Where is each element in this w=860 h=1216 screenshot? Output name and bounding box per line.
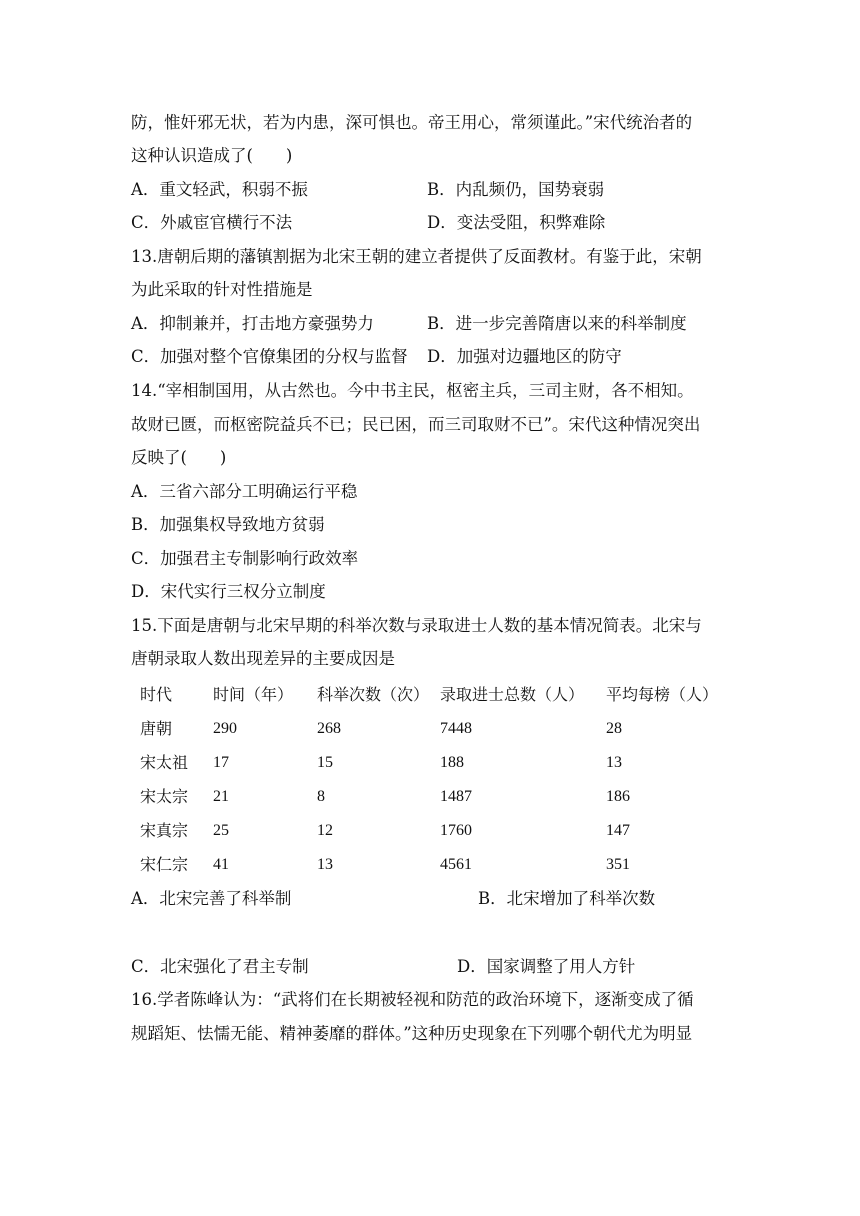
q14-option-d: D．宋代实行三权分立制度	[131, 582, 326, 601]
table-cell-years: 41	[213, 856, 229, 873]
table-cell-years: 25	[213, 822, 229, 839]
table-cell-average: 186	[606, 788, 630, 805]
table-cell-exams: 268	[317, 720, 341, 737]
q14-option-b: B．加强集权导致地方贫弱	[131, 515, 325, 534]
table-header-years: 时间（年）	[213, 685, 294, 704]
table-cell-era: 宋太宗	[140, 787, 189, 806]
table-cell-years: 21	[213, 788, 229, 805]
table-cell-average: 28	[606, 720, 622, 737]
q12-option-c: C．外戚宦官横行不法	[131, 213, 293, 232]
table-header-era: 时代	[140, 685, 173, 704]
q13-option-a: A．抑制兼并，打击地方豪强势力	[131, 314, 374, 333]
q14-stem-line-2: 故财已匮，而枢密院益兵不已；民已困，而三司取财不已”。宋代这种情况突出	[131, 415, 701, 434]
table-cell-era: 宋太祖	[140, 753, 189, 772]
q15-option-d: D．国家调整了用人方针	[457, 957, 636, 976]
q13-stem-line-2: 为此采取的针对性措施是	[131, 280, 313, 299]
table-cell-total: 1760	[440, 822, 472, 839]
q12-option-b: B．内乱频仍，国势衰弱	[427, 180, 605, 199]
q13-option-d: D．加强对边疆地区的防守	[427, 347, 622, 366]
q16-stem-line-1: 16.学者陈峰认为：“武将们在长期被轻视和防范的政治环境下，逐渐变成了循	[131, 990, 694, 1009]
table-cell-average: 351	[606, 856, 630, 873]
table-cell-exams: 15	[317, 754, 333, 771]
table-cell-era: 唐朝	[140, 719, 173, 738]
table-cell-era: 宋仁宗	[140, 855, 189, 874]
table-header-average: 平均每榜（人）	[606, 685, 719, 704]
q15-stem-line-2: 唐朝录取人数出现差异的主要成因是	[131, 649, 395, 668]
table-cell-years: 17	[213, 754, 229, 771]
table-cell-exams: 12	[317, 822, 333, 839]
table-cell-exams: 8	[317, 788, 325, 805]
q15-option-a: A．北宋完善了科举制	[131, 889, 292, 908]
table-header-total: 录取进士总数（人）	[440, 685, 585, 704]
table-cell-total: 4561	[440, 856, 472, 873]
table-cell-total: 7448	[440, 720, 472, 737]
q14-option-a: A．三省六部分工明确运行平稳	[131, 482, 358, 501]
table-cell-total: 188	[440, 754, 464, 771]
q15-stem-line-1: 15.下面是唐朝与北宋早期的科举次数与录取进士人数的基本情况简表。北宋与	[131, 616, 702, 635]
table-cell-years: 290	[213, 720, 237, 737]
q15-option-b: B．北宋增加了科举次数	[478, 889, 656, 908]
q12-option-d: D．变法受阻，积弊难除	[427, 213, 606, 232]
q12-option-a: A．重文轻武，积弱不振	[131, 180, 308, 199]
q15-option-c: C．北宋强化了君主专制	[131, 957, 309, 976]
table-cell-average: 147	[606, 822, 630, 839]
table-cell-era: 宋真宗	[140, 821, 189, 840]
table-cell-exams: 13	[317, 856, 333, 873]
q14-stem-line-3: 反映了( )	[131, 448, 227, 467]
q12-stem-line-2: 这种认识造成了( )	[131, 146, 293, 165]
table-cell-average: 13	[606, 754, 622, 771]
q14-option-c: C．加强君主专制影响行政效率	[131, 549, 359, 568]
table-header-exams: 科举次数（次）	[317, 685, 430, 704]
q16-stem-line-2: 规蹈矩、怯懦无能、精神萎靡的群体。”这种历史现象在下列哪个朝代尤为明显	[131, 1024, 693, 1043]
q12-stem-line-1: 防，惟奸邪无状，若为内患，深可惧也。帝王用心，常须谨此。”宋代统治者的	[131, 113, 693, 132]
q13-stem-line-1: 13.唐朝后期的藩镇割据为北宋王朝的建立者提供了反面教材。有鉴于此，宋朝	[131, 247, 702, 266]
q13-option-c: C．加强对整个官僚集团的分权与监督	[131, 347, 408, 366]
table-cell-total: 1487	[440, 788, 472, 805]
q13-option-b: B．进一步完善隋唐以来的科举制度	[427, 314, 687, 333]
q14-stem-line-1: 14.“宰相制国用，从古然也。今中书主民，枢密主兵，三司主财，各不相知。	[131, 381, 694, 400]
